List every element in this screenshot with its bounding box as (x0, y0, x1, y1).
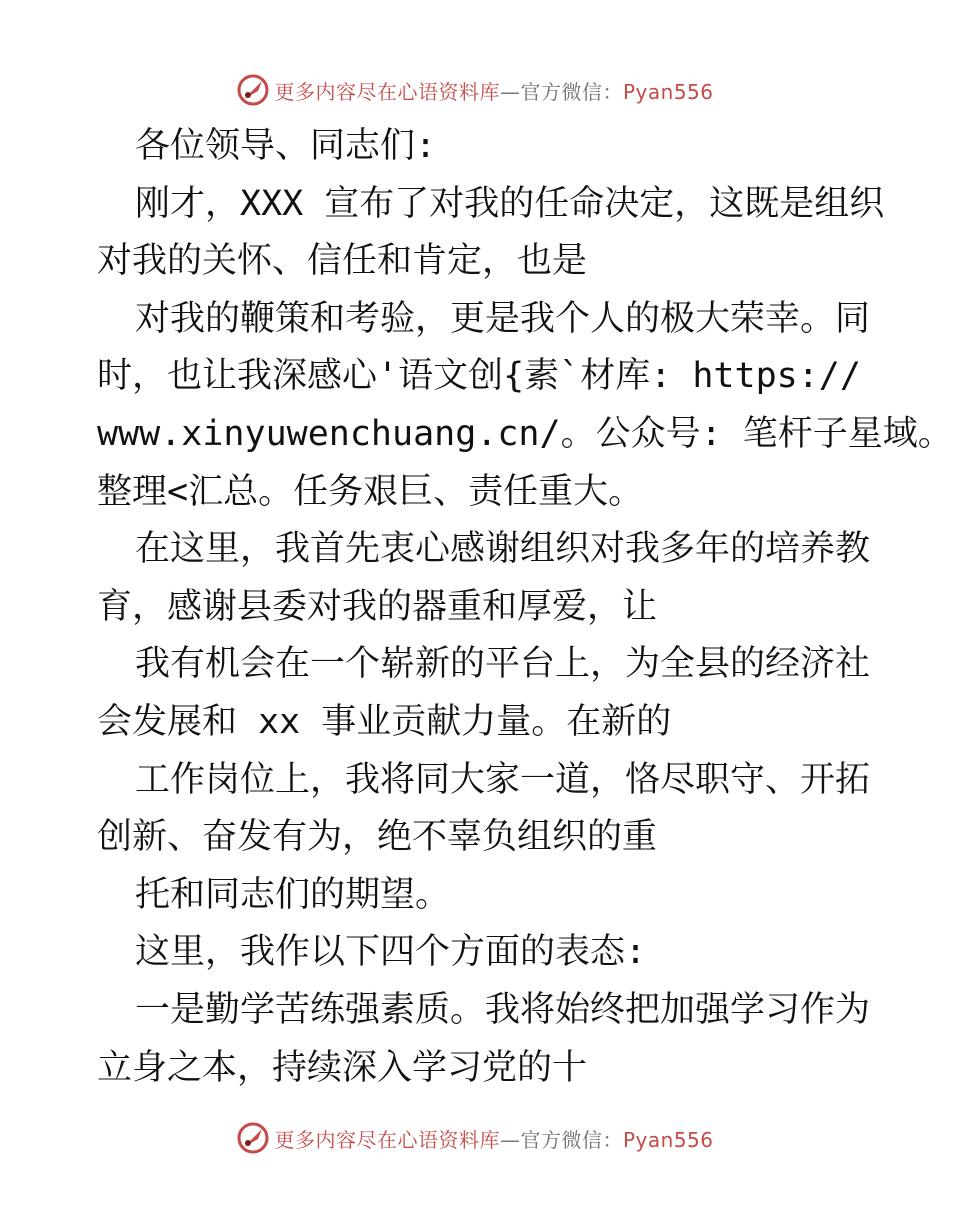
body-line: www.xinyuwenchuang.cn/。公众号: 笔杆子星域。 (97, 413, 953, 454)
body-line: 会发展和 xx 事业贡献力量。在新的 (97, 701, 672, 742)
header-label: 官方微信： (520, 79, 623, 104)
header-id: Pyan556 (622, 79, 714, 104)
footer-banner (0, 1118, 950, 1158)
body-line: 这里，我作以下四个方面的表态: (135, 932, 647, 973)
body-line: 整理<汇总。任务艰巨、责任重大。 (97, 471, 644, 512)
body-line: 对我的关怀、信任和肯定，也是 (97, 241, 588, 282)
body-line: 育，感谢县委对我的器重和厚爱，让 (97, 586, 658, 627)
footer-label: 官方微信： (520, 1127, 623, 1152)
body-line: 刚才，XXX 宣布了对我的任命决定，这既是组织 (135, 183, 885, 224)
quill-logo-icon (236, 1121, 270, 1155)
body-line: 我有机会在一个崭新的平台上，为全县的经济社 (135, 644, 871, 685)
body-line: 工作岗位上，我将同大家一道，恪尽职守、开拓 (135, 759, 871, 800)
quill-logo-icon (236, 73, 270, 107)
header-dash: — (499, 79, 521, 104)
footer-text (274, 1124, 713, 1153)
body-line: 各位领导、同志们: (135, 126, 437, 166)
header-text (274, 76, 713, 105)
body-line: 一是勤学苦练强素质。我将始终把加强学习作为 (135, 989, 871, 1030)
body-line: 时，也让我深感心'语文创{素`材库: https:// (97, 356, 861, 397)
footer-id: Pyan556 (622, 1127, 714, 1152)
body-line: 对我的鞭策和考验，更是我个人的极大荣幸。同 (135, 298, 871, 339)
header-banner (0, 70, 950, 110)
footer-main: 更多内容尽在心语资料库 (274, 1127, 500, 1152)
body-line: 在这里，我首先衷心感谢组织对我多年的培养教 (135, 529, 871, 570)
body-line: 托和同志们的期望。 (135, 874, 451, 915)
header-main: 更多内容尽在心语资料库 (274, 79, 500, 104)
body-line: 创新、奋发有为，绝不辜负组织的重 (97, 817, 658, 858)
document-body (97, 118, 953, 1097)
body-line: 立身之本，持续深入学习党的十 (97, 1047, 588, 1088)
footer-dash: — (499, 1127, 521, 1152)
